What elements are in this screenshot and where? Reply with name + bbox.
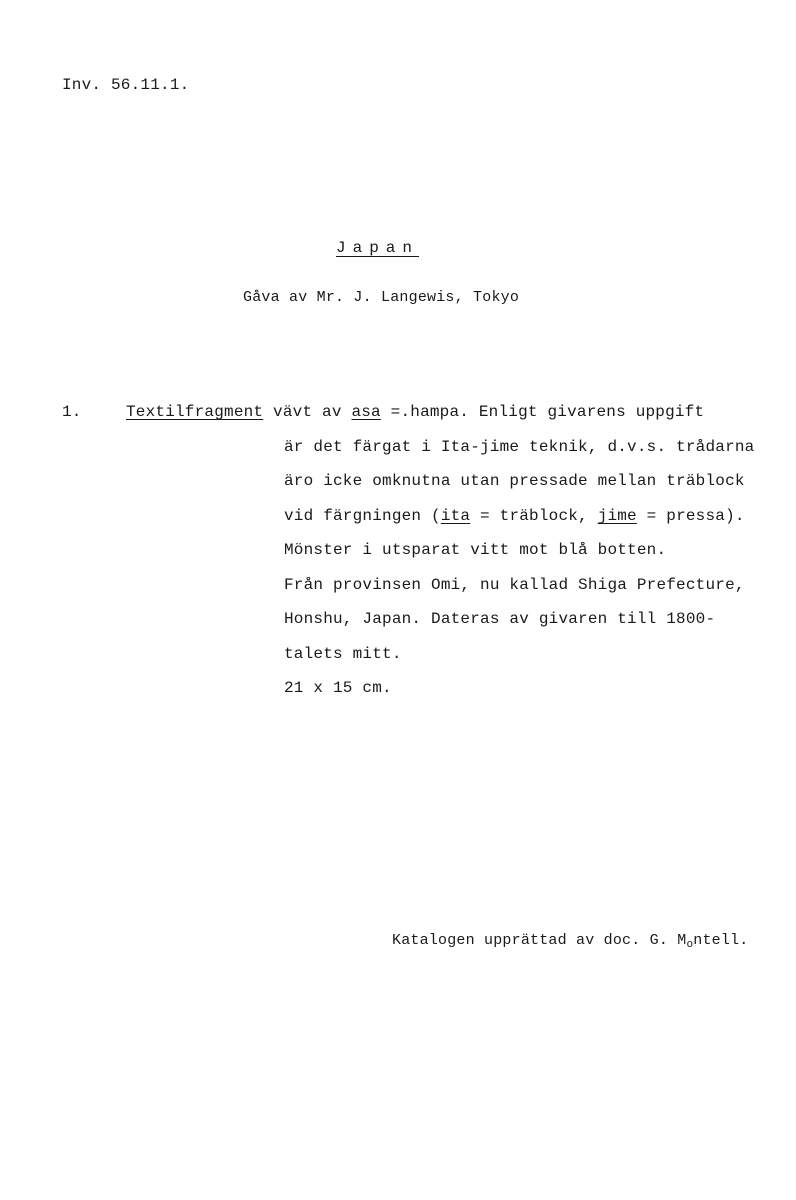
entry-line-1 [126, 402, 704, 422]
entry-line-1-text-b: =.hampa. Enligt givarens uppgift [380, 403, 705, 421]
term-jime: jime [597, 507, 637, 525]
entry-line-7: Honshu, Japan. Dateras av givaren till 1800- [284, 610, 716, 628]
object-name: Textilfragment [126, 403, 264, 421]
term-asa: asa [351, 403, 381, 421]
donor-line: Gåva av Mr. J. Langewis, Tokyo [243, 289, 520, 306]
region-title: Japan [336, 239, 420, 257]
entry-line-1-text-a: vävt av [263, 403, 352, 421]
entry-line-2: är det färgat i Ita-jime teknik, d.v.s. trådarna [284, 438, 755, 456]
catalog-credit-text-b: ntell. [693, 932, 749, 949]
catalog-credit-subscript: o [686, 939, 694, 951]
entry-line-4-text-c: = pressa). [636, 507, 745, 525]
inventory-number: Inv. 56.11.1. [62, 76, 190, 94]
term-ita: ita [440, 507, 471, 525]
catalog-credit [392, 931, 748, 955]
entry-line-4-text-b: = träblock, [470, 507, 598, 525]
entry-line-6: Från provinsen Omi, nu kallad Shiga Prefecture, [284, 576, 745, 594]
entry-line-8: talets mitt. [284, 645, 402, 663]
entry-line-4-text-a: vid färgningen ( [284, 507, 441, 525]
catalog-credit-text-a: Katalogen upprättad av doc. G. M [392, 932, 687, 949]
entry-line-9: 21 x 15 cm. [284, 679, 392, 697]
entry-line-4 [284, 506, 745, 526]
entry-line-5: Mönster i utsparat vitt mot blå botten. [284, 541, 667, 559]
entry-line-3: äro icke omknutna utan pressade mellan träblock [284, 472, 745, 490]
entry-number: 1. [62, 403, 82, 421]
